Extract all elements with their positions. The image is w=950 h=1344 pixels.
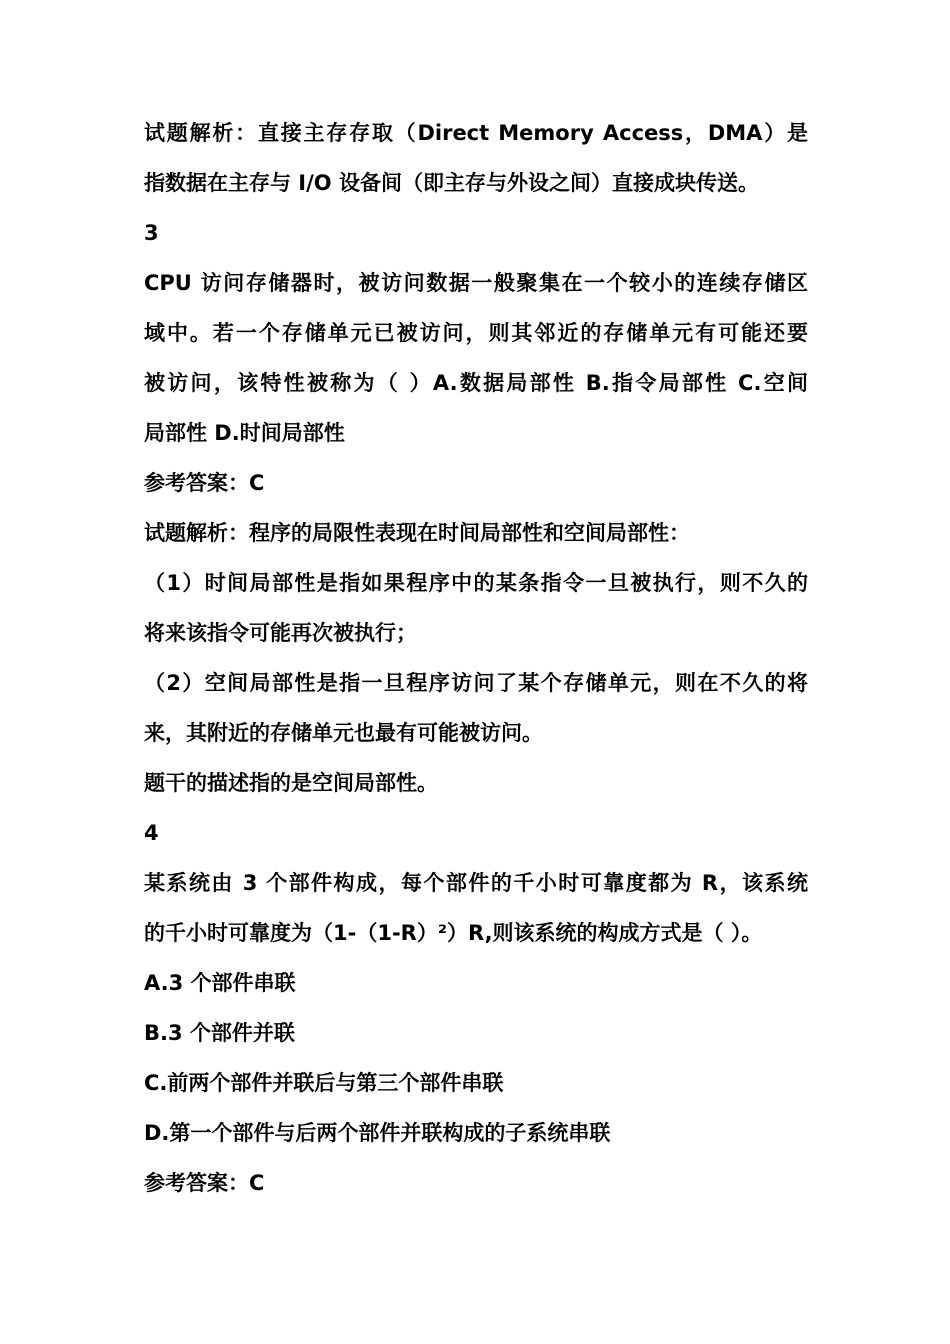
option-line: D.第一个部件与后两个部件并联构成的子系统串联 bbox=[144, 1121, 611, 1145]
text-line: 试题解析：程序的局限性表现在时间局部性和空间局部性： bbox=[144, 521, 690, 545]
option-line: C.前两个部件并联后与第三个部件串联 bbox=[144, 1071, 504, 1095]
text-line: （1）时间局部性是指如果程序中的某条指令一旦被执行，则不久的 bbox=[144, 571, 808, 595]
document-body bbox=[144, 108, 808, 1208]
text-line: 将来该指令可能再次被执行； bbox=[144, 621, 417, 645]
text-line: 局部性 D.时间局部性 bbox=[144, 421, 345, 445]
text-line: 指数据在主存与 I/O 设备间（即主存与外设之间）直接成块传送。 bbox=[144, 171, 759, 195]
answer-line: 参考答案：C bbox=[144, 1171, 265, 1195]
text-line: （2）空间局部性是指一旦程序访问了某个存储单元，则在不久的将 bbox=[144, 671, 808, 695]
text-line: 来，其附近的存储单元也最有可能被访问。 bbox=[144, 721, 543, 745]
text-line: 某系统由 3 个部件构成，每个部件的千小时可靠度都为 R，该系统 bbox=[144, 871, 808, 895]
text-line: 题干的描述指的是空间局部性。 bbox=[144, 771, 438, 795]
text-line: 被访问，该特性被称为（ ）A.数据局部性 B.指令局部性 C.空间 bbox=[144, 371, 808, 395]
question-number: 4 bbox=[144, 821, 159, 845]
text-line: 试题解析：直接主存存取（Direct Memory Access，DMA）是 bbox=[144, 121, 808, 145]
option-line: A.3 个部件串联 bbox=[144, 971, 296, 995]
text-line: CPU 访问存储器时，被访问数据一般聚集在一个较小的连续存储区 bbox=[144, 271, 808, 295]
option-line: B.3 个部件并联 bbox=[144, 1021, 295, 1045]
text-line: 域中。若一个存储单元已被访问，则其邻近的存储单元有可能还要 bbox=[144, 321, 808, 345]
answer-line: 参考答案：C bbox=[144, 471, 265, 495]
question-number: 3 bbox=[144, 221, 159, 245]
text-line: 的千小时可靠度为（1-（1-R）²）R,则该系统的构成方式是（ ）。 bbox=[144, 921, 763, 945]
